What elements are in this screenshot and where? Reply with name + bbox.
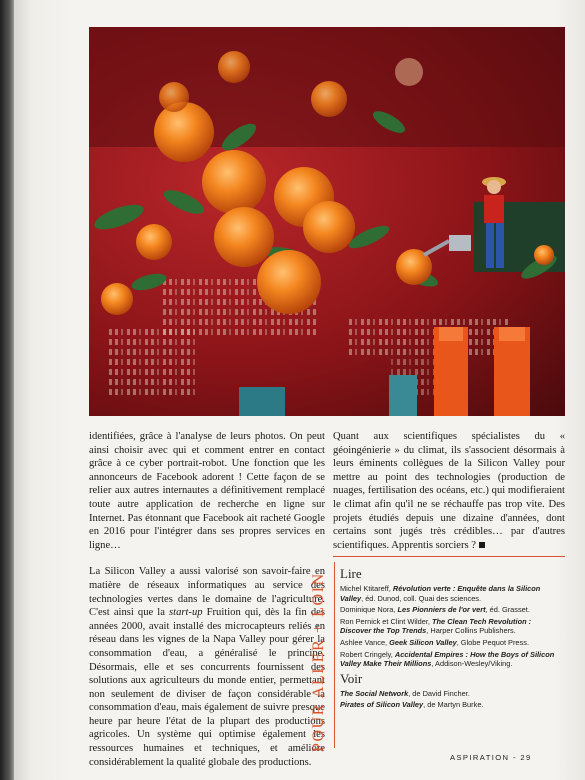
- reference-item: Robert Cringely, Accidental Empires : How the Boys of Silicon Valley Make Their Millions, Addison-Wesley/Viking.: [340, 649, 555, 669]
- reference-item: Michel Ktitareff, Révolution verte : Enquête dans la Silicon Valley, éd. Dunod, coll. Quai des sciences.: [340, 584, 541, 603]
- article-paragraph: identifiées, grâce à l'analyse de leurs photos. On peut ainsi choisir avec qui et comment entrer en contact grâce à ce cyber portrait-robot. Une fonction que les annonceurs de Facebook adorent ! Cette façon de se relier aux autres internautes a définitivement remplacé toute autre application de recherche en ligne sur Internet. Pas étonnant que Facebook ait racheté Google en 2016 pour l'intégrer dans ses propres services en ligne…: [89, 431, 325, 551]
- end-of-article-square-icon: [479, 542, 485, 548]
- further-reading-sidebar: [340, 566, 564, 712]
- sidebar-vertical-rule: [334, 562, 335, 748]
- reference-item: Ron Pernick et Clint Wilder, The Clean Tech Revolution : Discover the Top Trends, Harper Collins Publishers.: [340, 616, 532, 636]
- article-paragraph: Quant aux scientifiques spécialistes du « géoingénierie » du climat, ils s'associent désormais à leurs éminents collègues de la Silicon Valley pour mettre au point des technologies (production de nuages, fertilisation des océans, etc.) qui modifieraient le climat afin qu'il ne se réchauffe pas trop vite. Des projets étudiés depuis une dizaine d'années, dont certains sont jugés très crédibles… par d'autres scientifiques. Apprentis sorciers ?: [333, 431, 565, 551]
- sidebar-top-rule: [333, 556, 565, 557]
- reading-list: [340, 584, 564, 669]
- article-column-left: [89, 430, 325, 769]
- lire-heading: Lire: [340, 566, 362, 581]
- article-paragraph: La Silicon Valley a aussi valorisé son savoir-faire en matière de réseaux informatiques au service des technologies vertes dans le domaine de l'agriculture. C'est ainsi que la start-up Fruition qui, dès la fin des années 2000, avait installé des microcapteurs reliés en réseau dans les vignes de la Napa Valley pour gérer la consommation d'eau, a généralisé le principe. Désormais, elle et ses concurrents fournissent des solutions aux agriculteurs du monde entier, permettant non seulement de diviser de façon considérable la consommation d'eau, mais également de suivre presque heure par heure l'état de la plupart des productions agricoles. Un système qui optimise également les ressources humaines et techniques, et améliore considérablement la qualité globale des productions.: [89, 566, 325, 768]
- film-item: Pirates of Silicon Valley, de Martyn Burke.: [340, 700, 484, 710]
- book-spine-shadow: [0, 0, 14, 780]
- film-item: The Social Network, de David Fincher.: [340, 688, 470, 698]
- voir-heading: Voir: [340, 670, 363, 686]
- page-footer-folio: ASPIRATION - 29: [450, 753, 532, 762]
- sidebar-vertical-title: POUR ALLER + LOIN: [310, 572, 327, 752]
- article-column-right: [333, 430, 565, 552]
- circuit-board-pumpkins-photo: [89, 27, 565, 416]
- reference-item: Ashlee Vance, Geek Silicon Valley, Globe Pequot Press.: [340, 637, 529, 647]
- reference-item: Dominique Nora, Les Pionniers de l'or vert, éd. Grasset.: [340, 605, 530, 615]
